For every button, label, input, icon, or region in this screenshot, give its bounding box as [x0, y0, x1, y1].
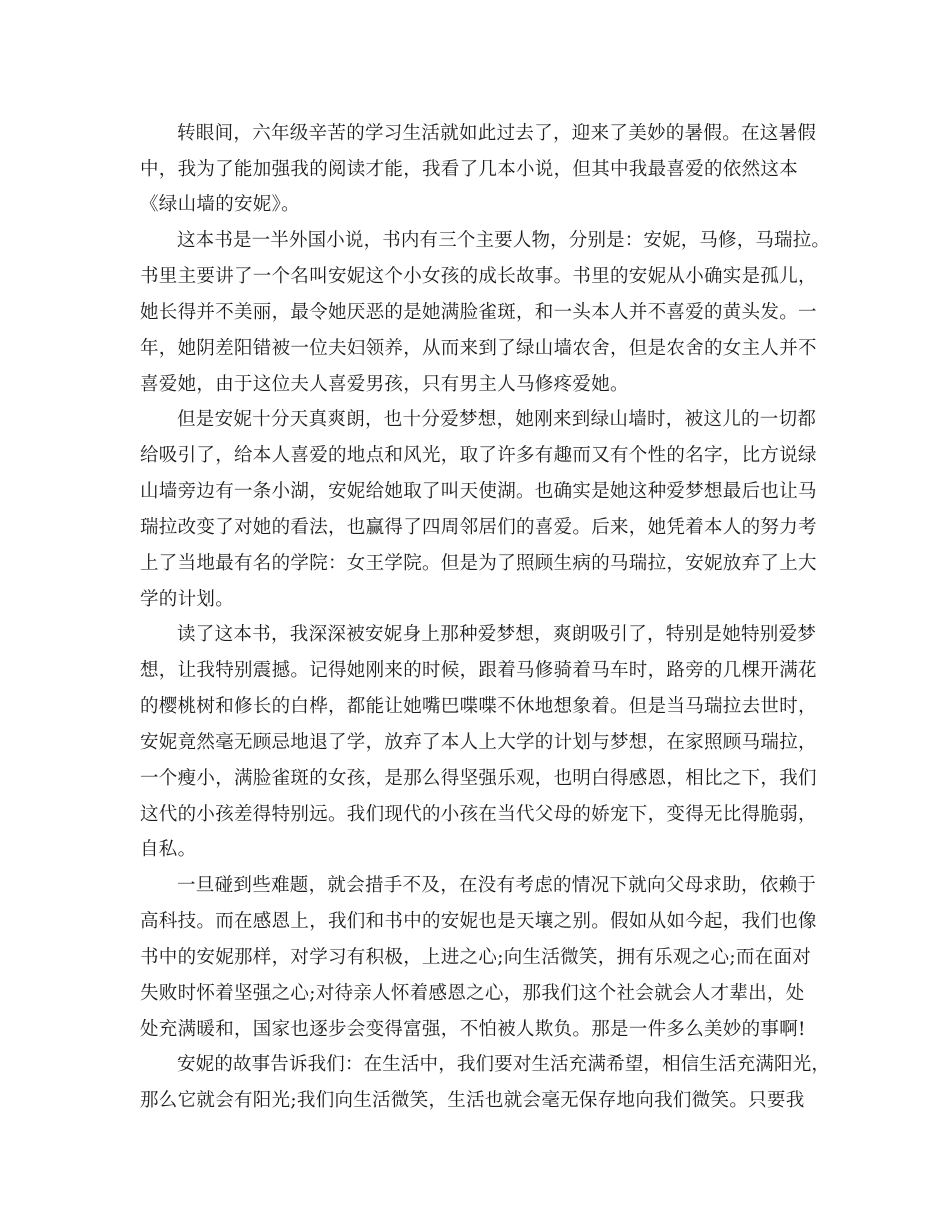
text-line: 一旦碰到些难题，就会措手不及，在没有考虑的情况下就向父母求助，依赖于: [177, 875, 817, 896]
text-line: 瑞拉改变了对她的看法，也赢得了四周邻居们的喜爱。后来，她凭着本人的努力考: [140, 517, 817, 538]
text-line: 书中的安妮那样，对学习有积极，上进之心;向生活微笑，拥有乐观之心;而在面对: [140, 947, 812, 968]
text-line: 喜爱她，由于这位夫人喜爱男孩，只有男主人马修疼爱她。: [140, 374, 629, 395]
text-line: 自私。: [140, 839, 197, 860]
text-line: 但是安妮十分天真爽朗，也十分爱梦想，她刚来到绿山墙时，被这儿的一切都: [177, 409, 817, 430]
text-line: 的樱桃树和修长的白桦，都能让她嘴巴喋喋不休地想象着。但是当马瑞拉去世时，: [140, 696, 817, 717]
text-line: 失败时怀着坚强之心;对待亲人怀着感恩之心，那我们这个社会就会人才辈出，处: [140, 983, 805, 1004]
text-line: 转眼间，六年级辛苦的学习生活就如此过去了，迎来了美妙的暑假。在这暑假: [177, 123, 817, 144]
text-line: 这代的小孩差得特别远。我们现代的小孩在当代父母的娇宠下，变得无比得脆弱，: [140, 804, 817, 825]
text-line: 想，让我特别震撼。记得她刚来的时候，跟着马修骑着马车时，路旁的几棵开满花: [140, 660, 817, 681]
text-line: 高科技。而在感恩上，我们和书中的安妮也是天壤之别。假如从如今起，我们也像: [140, 911, 817, 932]
text-line: 读了这本书，我深深被安妮身上那种爱梦想，爽朗吸引了，特别是她特别爱梦: [177, 624, 817, 645]
text-line: 处充满暖和，国家也逐步会变得富强，不怕被人欺负。那是一件多么美妙的事啊!: [140, 1019, 806, 1040]
text-line: 山墙旁边有一条小湖，安妮给她取了叫天使湖。也确实是她这种爱梦想最后也让马: [140, 481, 817, 502]
text-line: 这本书是一半外国小说，书内有三个主要人物，分别是：安妮，马修，马瑞拉。: [177, 230, 831, 251]
text-line: 一个瘦小，满脸雀斑的女孩，是那么得坚强乐观，也明白得感恩，相比之下，我们: [140, 768, 817, 789]
text-line: 《绿山墙的安妮》。: [140, 194, 300, 215]
text-line: 学的计划。: [140, 589, 235, 610]
text-line: 安妮竟然毫无顾忌地退了学，放弃了本人上大学的计划与梦想，在家照顾马瑞拉，: [140, 732, 817, 753]
text-line: 中，我为了能加强我的阅读才能，我看了几本小说，但其中我最喜爱的依然这本: [140, 159, 799, 180]
text-line: 给吸引了，给本人喜爱的地点和风光，取了许多有趣而又有个性的名字，比方说绿: [140, 445, 817, 466]
text-line: 年，她阴差阳错被一位夫妇领养，从而来到了绿山墙农舍，但是农舍的女主人并不: [140, 338, 817, 359]
text-line: 上了当地最有名的学院：女王学院。但是为了照顾生病的马瑞拉，安妮放弃了上大: [140, 553, 817, 574]
text-line: 书里主要讲了一个名叫安妮这个小女孩的成长故事。书里的安妮从小确实是孤儿，: [140, 266, 817, 287]
text-line: 安妮的故事告诉我们：在生活中，我们要对生活充满希望，相信生活充满阳光，: [177, 1054, 831, 1075]
text-line: 她长得并不美丽，最令她厌恶的是她满脸雀斑，和一头本人并不喜爱的黄头发。一: [140, 302, 817, 323]
text-line: 那么它就会有阳光;我们向生活微笑，生活也就会毫无保存地向我们微笑。只要我: [140, 1090, 805, 1111]
